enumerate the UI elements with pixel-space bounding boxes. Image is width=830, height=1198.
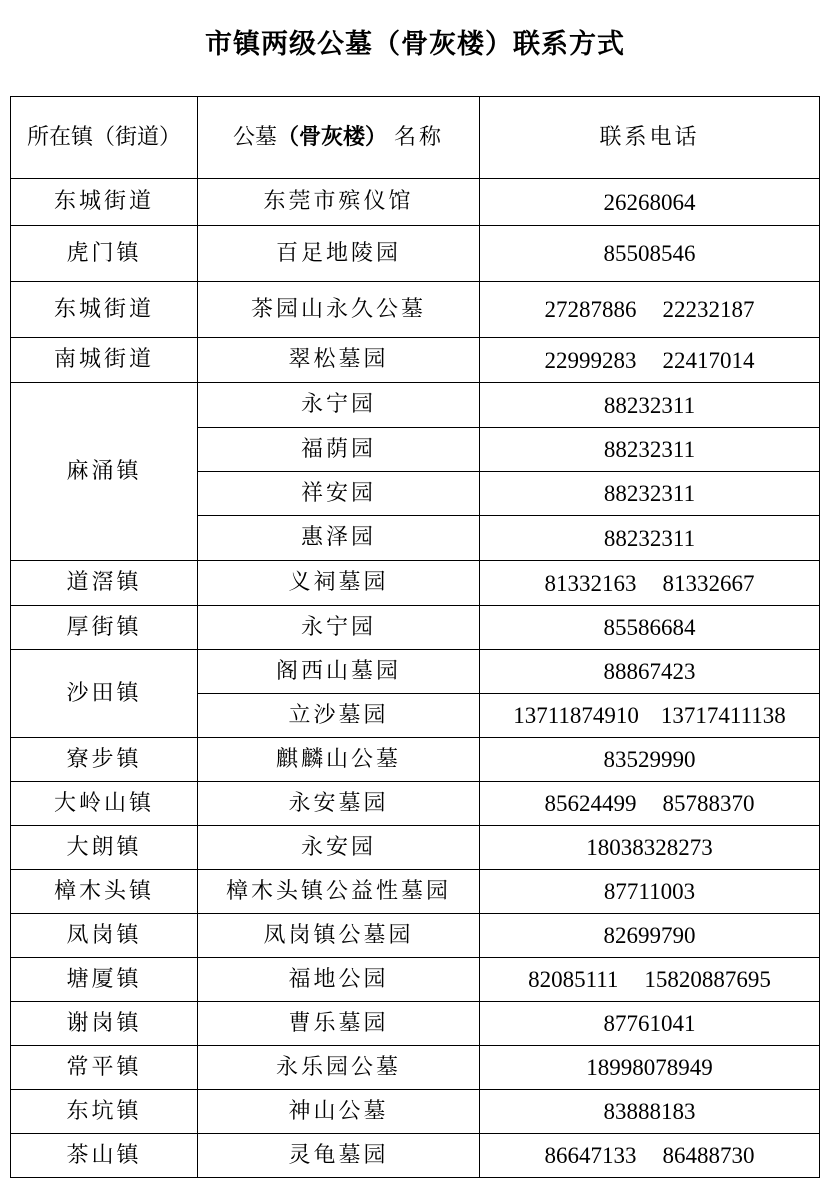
phone-number-1: 83888183 (603, 1099, 696, 1124)
phone-number-2: 15820887695 (644, 967, 771, 992)
cell-phone (480, 650, 820, 694)
header-row (11, 97, 820, 179)
header-name (198, 97, 480, 179)
cell-cemetery-name: 灵龟墓园 (198, 1134, 480, 1178)
cell-cemetery-name: 永安墓园 (198, 782, 480, 826)
cell-town: 常平镇 (11, 1046, 198, 1090)
cell-phone (480, 738, 820, 782)
cell-phone (480, 428, 820, 472)
cell-town: 茶山镇 (11, 1134, 198, 1178)
page-title: 市镇两级公墓（骨灰楼）联系方式 (205, 29, 625, 60)
phone-number-1: 26268064 (603, 189, 696, 215)
cell-cemetery-name: 阁西山墓园 (198, 650, 480, 694)
phone-number-1: 85624499 (544, 791, 637, 816)
table-row (11, 383, 820, 428)
cell-cemetery-name: 凤岗镇公墓园 (198, 914, 480, 958)
phone-number-1: 18038328273 (586, 835, 713, 860)
table-row (11, 738, 820, 782)
phone-number-1: 87761041 (603, 1011, 696, 1036)
cell-cemetery-name: 翠松墓园 (198, 338, 480, 383)
cell-cemetery-name: 麒麟山公墓 (198, 738, 480, 782)
phone-number-1: 88232311 (603, 481, 696, 506)
table-row (11, 282, 820, 338)
cell-phone (480, 1134, 820, 1178)
phone-number-2: 85788370 (662, 791, 755, 816)
cell-cemetery-name: 曹乐墓园 (198, 1002, 480, 1046)
cell-town: 寮步镇 (11, 738, 198, 782)
cell-town: 麻涌镇 (11, 383, 198, 561)
cell-phone (480, 338, 820, 383)
phone-number-1: 22999283 (544, 347, 637, 373)
cell-cemetery-name: 义祠墓园 (198, 561, 480, 606)
cell-phone (480, 1046, 820, 1090)
phone-number-1: 87711003 (603, 879, 696, 904)
phone-number-1: 88232311 (603, 392, 696, 418)
contact-table (10, 96, 820, 1178)
phone-number-1: 27287886 (544, 297, 637, 322)
cell-cemetery-name: 惠泽园 (198, 516, 480, 561)
table-row (11, 782, 820, 826)
phone-number-2: 22417014 (662, 347, 755, 373)
table-row (11, 226, 820, 282)
cell-cemetery-name: 永宁园 (198, 383, 480, 428)
cell-phone (480, 826, 820, 870)
cell-cemetery-name: 东莞市殡仪馆 (198, 179, 480, 226)
cell-cemetery-name: 福荫园 (198, 428, 480, 472)
cell-phone (480, 782, 820, 826)
phone-number-2: 86488730 (662, 1143, 755, 1168)
table-row (11, 1134, 820, 1178)
phone-number-1: 82699790 (603, 923, 696, 948)
cell-cemetery-name: 永乐园公墓 (198, 1046, 480, 1090)
phone-number-1: 81332163 (544, 570, 637, 596)
cell-phone (480, 179, 820, 226)
cell-phone (480, 282, 820, 338)
cell-cemetery-name: 永宁园 (198, 606, 480, 650)
phone-number-1: 18998078949 (586, 1055, 713, 1080)
table-row (11, 914, 820, 958)
cell-town: 大朗镇 (11, 826, 198, 870)
cell-phone (480, 1002, 820, 1046)
cell-town: 道滘镇 (11, 561, 198, 606)
table-row (11, 561, 820, 606)
cell-phone (480, 226, 820, 282)
cell-cemetery-name: 樟木头镇公益性墓园 (198, 870, 480, 914)
cell-town: 虎门镇 (11, 226, 198, 282)
table-body (11, 179, 820, 1178)
table-row (11, 958, 820, 1002)
cell-phone (480, 694, 820, 738)
cell-phone (480, 561, 820, 606)
header-name-part1: 公墓 (232, 124, 277, 150)
cell-town: 凤岗镇 (11, 914, 198, 958)
header-name-part2: （骨灰楼） (276, 124, 387, 150)
header-name-part3: 名称 (394, 124, 445, 150)
cell-cemetery-name: 百足地陵园 (198, 226, 480, 282)
cell-town: 沙田镇 (11, 650, 198, 738)
cell-town: 塘厦镇 (11, 958, 198, 1002)
phone-number-1: 86647133 (544, 1143, 637, 1168)
cell-cemetery-name: 福地公园 (198, 958, 480, 1002)
table-row (11, 1046, 820, 1090)
phone-number-1: 83529990 (603, 747, 696, 772)
table-row (11, 179, 820, 226)
table-row (11, 338, 820, 383)
cell-phone (480, 870, 820, 914)
cell-phone (480, 472, 820, 516)
table-row (11, 1002, 820, 1046)
cell-town: 樟木头镇 (11, 870, 198, 914)
phone-number-2: 22232187 (662, 297, 755, 322)
table-row (11, 650, 820, 694)
phone-number-2: 81332667 (662, 570, 755, 596)
phone-number-1: 88232311 (603, 437, 696, 462)
cell-cemetery-name: 永安园 (198, 826, 480, 870)
cell-phone (480, 383, 820, 428)
cell-town: 谢岗镇 (11, 1002, 198, 1046)
cell-cemetery-name: 茶园山永久公墓 (198, 282, 480, 338)
table-row (11, 606, 820, 650)
cell-town: 东坑镇 (11, 1090, 198, 1134)
table-row (11, 870, 820, 914)
cell-town: 大岭山镇 (11, 782, 198, 826)
cell-phone (480, 516, 820, 561)
cell-cemetery-name: 祥安园 (198, 472, 480, 516)
table-row (11, 826, 820, 870)
phone-number-2: 13717411138 (660, 703, 786, 728)
phone-number-1: 85508546 (603, 241, 696, 266)
table-row (11, 1090, 820, 1134)
phone-number-1: 13711874910 (513, 703, 639, 728)
cell-phone (480, 606, 820, 650)
cell-phone (480, 1090, 820, 1134)
cell-cemetery-name: 立沙墓园 (198, 694, 480, 738)
cell-town: 厚街镇 (11, 606, 198, 650)
phone-number-1: 88867423 (603, 659, 696, 684)
phone-number-1: 85586684 (603, 615, 696, 640)
cell-phone (480, 914, 820, 958)
header-town: 所在镇（街道） (11, 97, 198, 179)
cell-town: 东城街道 (11, 179, 198, 226)
header-phone: 联系电话 (480, 97, 820, 179)
phone-number-1: 88232311 (603, 525, 696, 551)
cell-phone (480, 958, 820, 1002)
phone-number-1: 82085111 (528, 967, 619, 992)
cell-town: 东城街道 (11, 282, 198, 338)
cell-cemetery-name: 神山公墓 (198, 1090, 480, 1134)
cell-town: 南城街道 (11, 338, 198, 383)
